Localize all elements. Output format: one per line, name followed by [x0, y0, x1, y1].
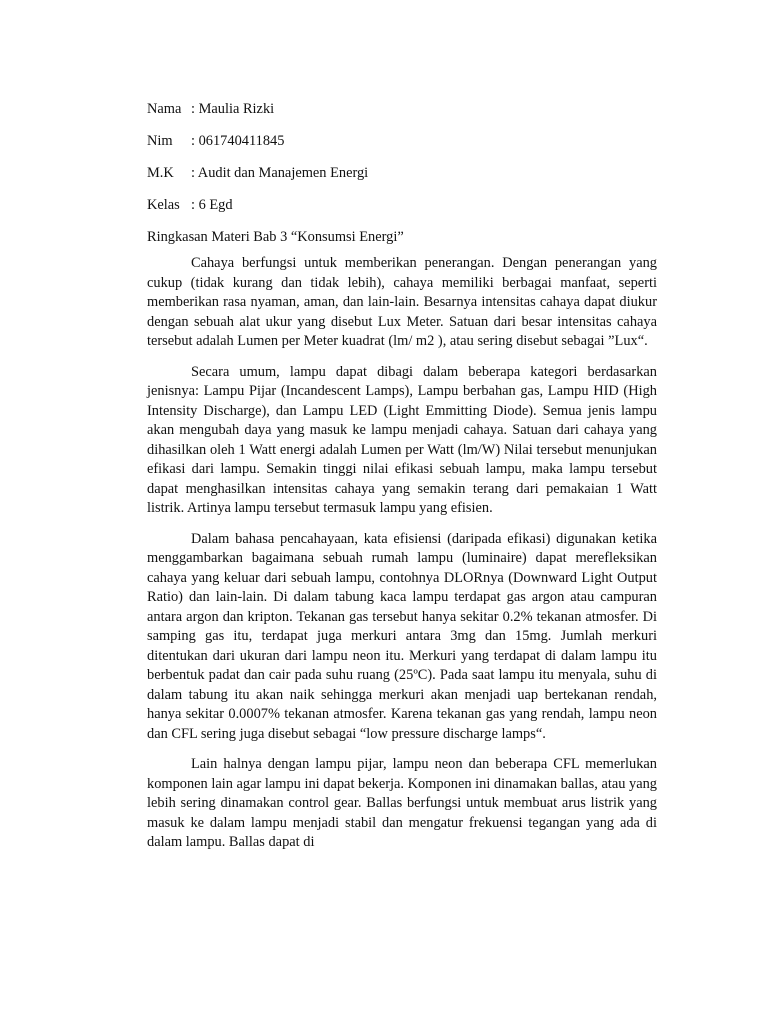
- document-page: [147, 98, 657, 853]
- name-label: Nama: [147, 101, 182, 117]
- class-label: Kelas: [147, 197, 180, 213]
- nim-value: : 061740411845: [191, 133, 285, 149]
- student-nim-row: [147, 130, 657, 152]
- paragraph-efficiency-neon: Dalam bahasa pencahayaan, kata efisiensi (daripada efikasi) digunakan ketika menggambarkan bagaimana sebuah rumah lampu (luminaire) dapat merefleksikan cahaya yang keluar dari sebuah lampu, contohnya DLORnya (Downward Light Output Ratio) dan lain-lain. Di dalam tabung kaca lampu terdapat gas argon atau campuran antara argon dan kripton. Tekanan gas tersebut hanya sekitar 0.2% tekanan atmosfer. Di samping gas itu, terdapat juga merkuri antara 3mg dan 15mg. Jumlah merkuri ditentukan dari ukuran dari lampu neon itu. Merkuri yang terdapat di dalam lampu itu berbentuk padat dan cair pada suhu ruang (25ºC). Pada saat lampu itu menyala, suhu di dalam tabung itu akan naik sehingga merkuri akan menjadi uap bertekanan rendah, hanya sekitar 0.0007% tekanan atmosfer. Karena tekanan gas yang rendah, lampu neon dan CFL sering juga disebut sebagai “low pressure discharge lamps“.: [147, 530, 657, 742]
- paragraph-lighting-intensity: Cahaya berfungsi untuk memberikan penerangan. Dengan penerangan yang cukup (tidak kurang dan tidak lebih), cahaya memiliki berbagai manfaat, seperti memberikan rasa nyaman, aman, dan lain-lain. Besarnya intensitas cahaya dapat diukur dengan sebuah alat ukur yang disebut Lux Meter. Satuan dari besar intensitas cahaya tersebut adalah Lumen per Meter kuadrat (lm/ m2 ), atau sering disebut sebagai ”Lux“.: [147, 255, 657, 349]
- summary-title: Ringkasan Materi Bab 3 “Konsumsi Energi”: [147, 229, 404, 245]
- name-value: : Maulia Rizki: [191, 101, 275, 117]
- student-name-row: [147, 98, 657, 120]
- paragraph-lamp-categories: Secara umum, lampu dapat dibagi dalam beberapa kategori berdasarkan jenisnya: Lampu Pijar (Incandescent Lamps), Lampu berbahan gas, Lampu HID (High Intensity Discharge), dan Lampu LED (Light Emmitting Diode). Semua jenis lampu akan mengubah daya yang masuk ke lampu menjadi cahaya. Satuan dari cahaya yang dihasilkan oleh 1 Watt energi adalah Lumen per Watt (lm/W) Nilai tersebut menunjukan efikasi dari lampu. Semakin tinggi nilai efikasi sebuah lampu, maka lampu tersebut dapat menghasilkan intensitas cahaya yang semakin terang dari pemakaian 1 Watt listrik. Artinya lampu tersebut termasuk lampu yang efisien.: [147, 363, 657, 516]
- paragraph-ballast: Lain halnya dengan lampu pijar, lampu neon dan beberapa CFL memerlukan komponen lain agar lampu ini dapat bekerja. Komponen ini dinamakan ballas, atau yang lebih sering dinamakan control gear. Ballas berfungsi untuk membuat arus listrik yang masuk ke dalam lampu menjadi stabil dan mengatur frekuensi tegangan yang ada di dalam lampu. Ballas dapat di: [147, 756, 657, 850]
- course-row: [147, 162, 657, 184]
- class-row: [147, 194, 657, 216]
- class-value: : 6 Egd: [191, 197, 233, 213]
- course-label: M.K: [147, 165, 174, 181]
- nim-label: Nim: [147, 133, 173, 149]
- course-value: : Audit dan Manajemen Energi: [191, 165, 369, 181]
